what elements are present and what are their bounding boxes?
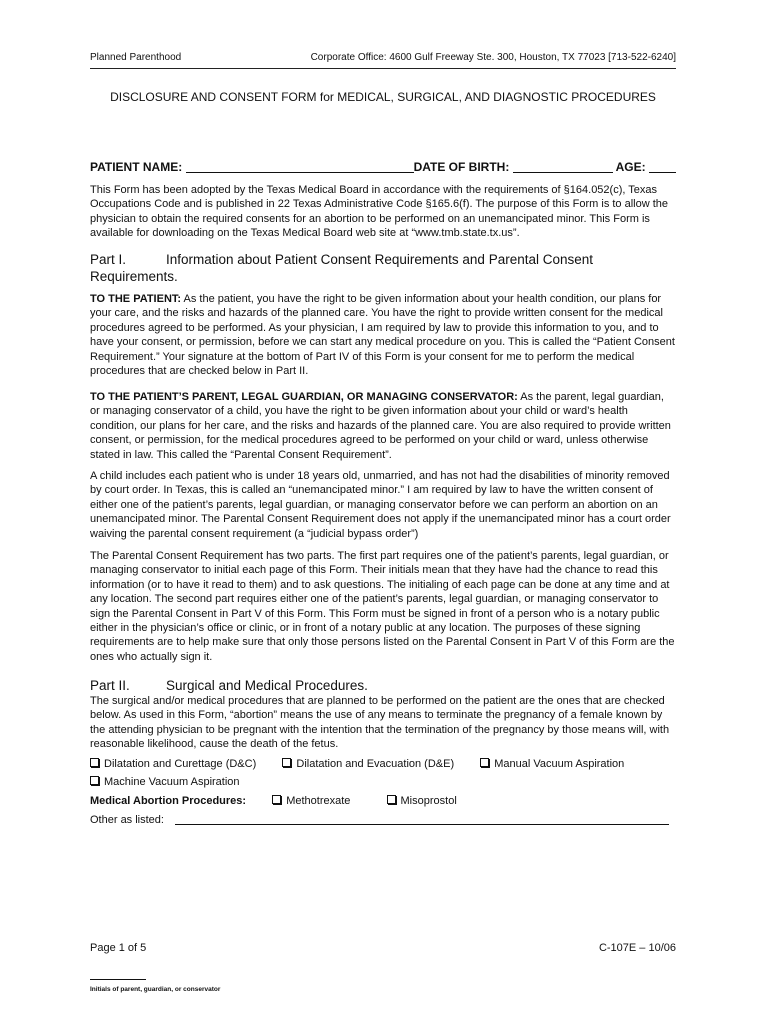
to-patient-paragraph (90, 292, 676, 378)
intro-paragraph: This Form has been adopted by the Texas Medical Board in accordance with the requirements of §164.052(c), Texas Occupations Code and is published in 22 Texas Administrative Code §165.6(f). The purpose of this Form is to allow the physician to obtain the required consents for an abortion to be performed on an unemancipated minor. This Form is available for downloading on the Texas Medical Board web site at “www.tmb.state.tx.us”. (90, 184, 669, 240)
checkbox-icon[interactable] (90, 758, 99, 767)
child-definition-paragraph: A child includes each patient who is under 18 years old, unmarried, and has not had the disabilities of minority removed by court order. In Texas, this is called an “unemancipated minor.” I am required by law to have the written consent of either one of the patient’s parents, legal guardian, or managing conservator before we can perform an abortion on an unemancipated minor. The Parental Consent Requirement does not apply if the unemancipated minor has a court order waiving the parental consent requirement (a “judicial bypass order”) (90, 470, 671, 540)
other-row (90, 812, 676, 827)
procedure-row-1 (90, 757, 676, 771)
part2-heading (90, 677, 676, 694)
procedure-option[interactable]: Dilatation and Evacuation (D&E) (282, 758, 454, 770)
age-label: AGE: (615, 160, 646, 174)
part1-number: Part I. (90, 252, 127, 267)
medical-abortion-label: Medical Abortion Procedures: (90, 795, 247, 807)
checkbox-icon[interactable] (272, 795, 281, 804)
procedure-option[interactable]: Manual Vacuum Aspiration (480, 758, 624, 770)
two-parts-paragraph: The Parental Consent Requirement has two parts. The first part requires one of the patient’s parents, legal guardian, or managing conservator to initial each page of this Form. Their initials mean that they have had the chance to read this information (or to have it read to them) and to ask questions. The initialing of each page can be done at any time and at any location. The second part requires either one of the patient’s parents, legal guardian, or managing conservator to sign the Parental Consent in Part V of this Form. This Form must be signed in front of a person who is a notary public either in the physician’s office or clinic, or in front of a notary public at any location. The purposes of these signing requirements are to help make sure that only those persons listed on the Parental Consent in Part V of this Form are the ones who actually sign it. (90, 550, 675, 663)
checkbox-icon[interactable] (387, 795, 396, 804)
part2-title: Surgical and Medical Procedures. (166, 678, 368, 693)
org-name: Planned Parenthood (90, 52, 182, 63)
patient-name-field[interactable] (186, 160, 414, 173)
initials-line[interactable] (90, 979, 146, 980)
page-header (90, 52, 676, 69)
medical-option[interactable]: Misoprostol (387, 795, 457, 807)
checkbox-icon[interactable] (480, 758, 489, 767)
part2-number: Part II. (90, 678, 130, 693)
patient-info-line (90, 160, 676, 174)
medical-abortion-row (90, 794, 676, 808)
to-patient-text: As the patient, you have the right to be given information about your health condition, our plans for your care, and the risks and hazards of the planned care. You have the right to provide written consent for the medical procedures agreed to be performed. As your physician, I am required by law to provide this information to you, and to have your consent, or permission, before we can start any medical procedure on you. This is called the “Patient Consent Requirement.” Your signature at the bottom of Part IV of this Form is your consent for me to perform the medical procedures that are checked below in Part II. (90, 293, 675, 378)
dob-field[interactable] (513, 160, 613, 173)
dob-label: DATE OF BIRTH: (413, 160, 510, 174)
page-number: Page 1 of 5 (90, 942, 147, 954)
to-patient-lead: TO THE PATIENT: (90, 293, 182, 305)
other-label: Other as listed: (90, 814, 164, 826)
patient-name-label: PATIENT NAME: (90, 160, 183, 174)
procedure-option[interactable]: Machine Vacuum Aspiration (90, 776, 240, 788)
checkbox-icon[interactable] (90, 776, 99, 785)
procedure-option[interactable]: Dilatation and Curettage (D&C) (90, 758, 256, 770)
to-parent-text: As the parent, legal guardian, or managing conservator of a child, you have the right to be given information about your child or ward’s health condition, our plans for her care, and the risks and hazards of the planned care. You are also required to provide written consent, or permission, for the medical procedures agreed to be performed on your child or ward, unless otherwise stated in law. This called the “Parental Consent Requirement”. (90, 391, 671, 461)
form-title: DISCLOSURE AND CONSENT FORM for MEDICAL, SURGICAL, AND DIAGNOSTIC PROCEDURES (110, 90, 656, 104)
checkbox-icon[interactable] (282, 758, 291, 767)
to-parent-lead: TO THE PATIENT’S PARENT, LEGAL GUARDIAN, OR MANAGING CONSERVATOR: (90, 391, 518, 403)
part1-title: Information about Patient Consent Requirements and Parental Consent Requirements. (90, 252, 594, 284)
office-address: Corporate Office: 4600 Gulf Freeway Ste. 300, Houston, TX 77023 [713-522-6240] (310, 52, 676, 63)
form-code: C-107E – 10/06 (598, 942, 676, 954)
age-field[interactable] (649, 160, 676, 173)
procedure-row-2 (90, 775, 676, 789)
other-field[interactable] (175, 812, 669, 825)
initials-label: Initials of parent, guardian, or conservator (90, 986, 221, 993)
part2-paragraph: The surgical and/or medical procedures that are planned to be performed on the patient are the ones that are checked below. As used in this Form, “abortion” means the use of any means to terminate the pregnancy of a female known by the attending physician to be pregnant with the intention that the termination of the pregnancy by those means will, with reasonable likelihood, cause the death of the fetus. (90, 695, 670, 751)
document-page (90, 0, 676, 1024)
medical-option[interactable]: Methotrexate (272, 795, 350, 807)
to-parent-paragraph (90, 390, 676, 462)
part1-heading (90, 251, 676, 285)
